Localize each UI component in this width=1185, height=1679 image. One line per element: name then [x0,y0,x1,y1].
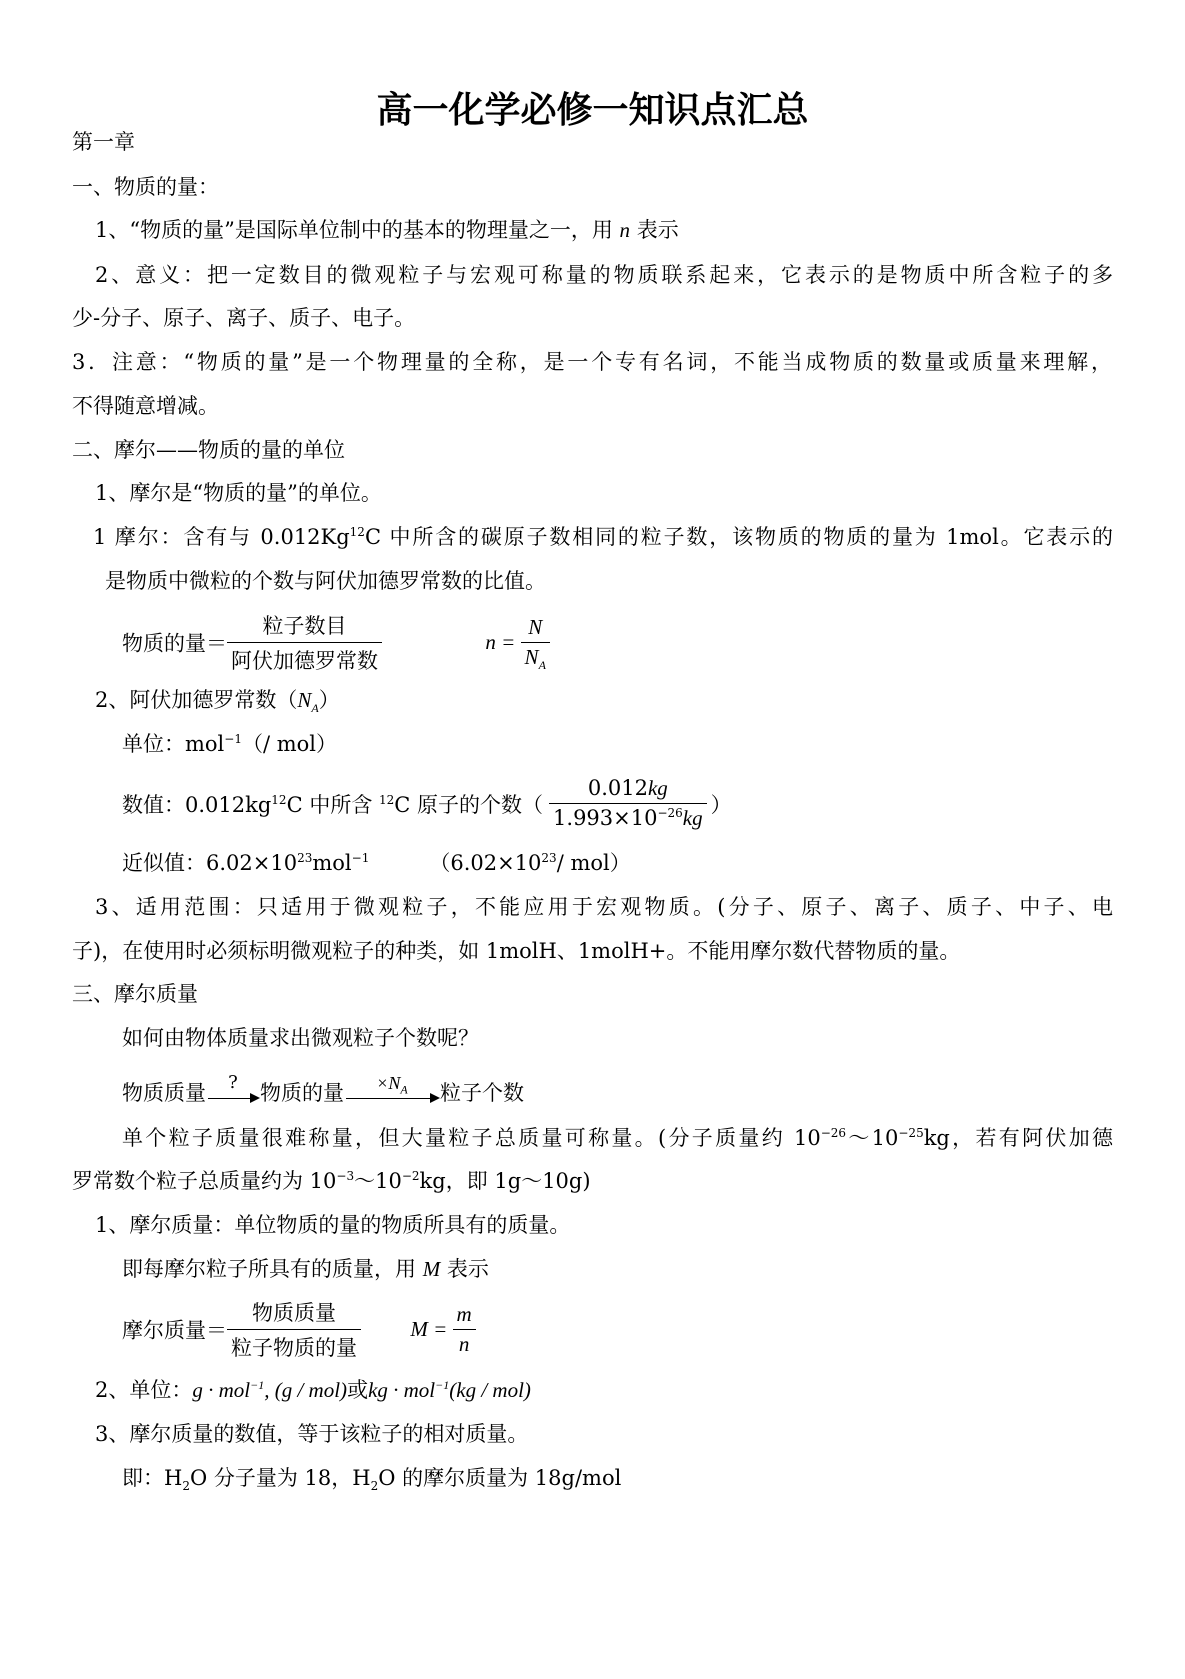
page-title: 高一化学必修一知识点汇总 [376,90,809,131]
paragraph-2-2a: 1 摩尔：含有与 0.012Kg$^{12}$C 中所含的碳原子数相同的粒子数，该物质的物质的量为 1mol。它表示的 [93,525,1113,549]
right-arrow-icon: $\times N_A$ [344,1079,440,1107]
paragraph-1-2b: 少-分子、原子、离子、质子、电子。 [72,306,416,330]
section-heading-3: 三、摩尔质量 [72,982,198,1006]
paragraph-1-1: 1、“物质的量”是国际单位制中的基本的物理量之一，用 n 表示 [95,218,679,242]
section-heading-1: 一、物质的量： [72,175,219,199]
avogadro-approx: 近似值：$6.02\times 10^{23}mol^{-1}$ （$6.02\times 10^{23}/$ mol） [122,851,631,875]
section-heading-2: 二、摩尔——物质的量的单位 [72,438,345,462]
molar-mass-unit: 2、单位：g · mol$^{-1}$, (g / mol)或kg · mol$^{-1}$(kg / mol) [95,1378,531,1402]
paragraph-1-3b: 不得随意增减。 [72,394,219,418]
avogadro-heading: 2、阿伏加德罗常数$(N_A)$ [95,688,340,716]
paragraph-2-1: 1、摩尔是“物质的量”的单位。 [95,481,382,505]
paragraph-3-1b: 罗常数个粒子总质量约为 $10^{-3}\sim 10^{-2}kg$，即 1g～10g) [72,1169,591,1193]
right-arrow-icon: ? [206,1079,260,1107]
paragraph-3-1a: 单个粒子质量很难称量，但大量粒子总质量可称量。(分子质量约 $10^{-26}\sim 10^{-25}kg$，若有阿伏加德 [122,1126,1113,1150]
formula-molar-mass: 摩尔质量＝ $\frac{\text{物质质量}}{\text{粒子物质的量}}$ M = $\frac{m}{n}$ [122,1297,476,1362]
formula-amount-of-substance: 物质的量＝ $\frac{\text{粒子数目}}{\text{阿伏加德罗常数}}$ n = $\frac{N}{N_A}$ [122,610,550,675]
question-line: 如何由物体质量求出微观粒子个数呢？ [122,1026,479,1050]
molar-mass-symbol: 即每摩尔粒子所具有的质量，用 M 表示 [122,1257,489,1281]
avogadro-value: 数值：$0.012kg^{12}C$ 中所含 $^{12}$C 原子的个数（ $\frac{0.012kg}{1.993\times 10^{-26}kg}$ ） [122,776,732,830]
paragraph-2-3b: 子)，在使用时必须标明微观粒子的种类，如 1molH、1molH+。不能用摩尔数代替物质的量。 [72,939,961,963]
water-example: 即：$H_2O$ 分子量为 18，$H_2O$ 的摩尔质量为 18g/mol [122,1466,622,1494]
conversion-flow: 物质质量 ? 物质的量 $\times N_A$ 粒子个数 [122,1072,524,1105]
paragraph-2-2b: 是物质中微粒的个数与阿伏加德罗常数的比值。 [105,569,546,593]
paragraph-2-3a: 3、适用范围：只适用于微观粒子，不能应用于宏观物质。(分子、原子、离子、质子、中子、电 [95,895,1113,919]
avogadro-unit: 单位：mol$^{-1}$（/ mol） [122,732,338,756]
paragraph-1-2a: 2、意义：把一定数目的微观粒子与宏观可称量的物质联系起来，它表示的是物质中所含粒子的多 [95,263,1113,287]
molar-mass-value: 3、摩尔质量的数值，等于该粒子的相对质量。 [95,1422,529,1446]
molar-mass-definition: 1、摩尔质量：单位物质的量的物质所具有的质量。 [95,1213,571,1237]
paragraph-1-3a: 3．注意：“物质的量”是一个物理量的全称，是一个专有名词，不能当成物质的数量或质量来理解， [72,350,1112,374]
chapter-heading: 第一章 [72,130,135,154]
